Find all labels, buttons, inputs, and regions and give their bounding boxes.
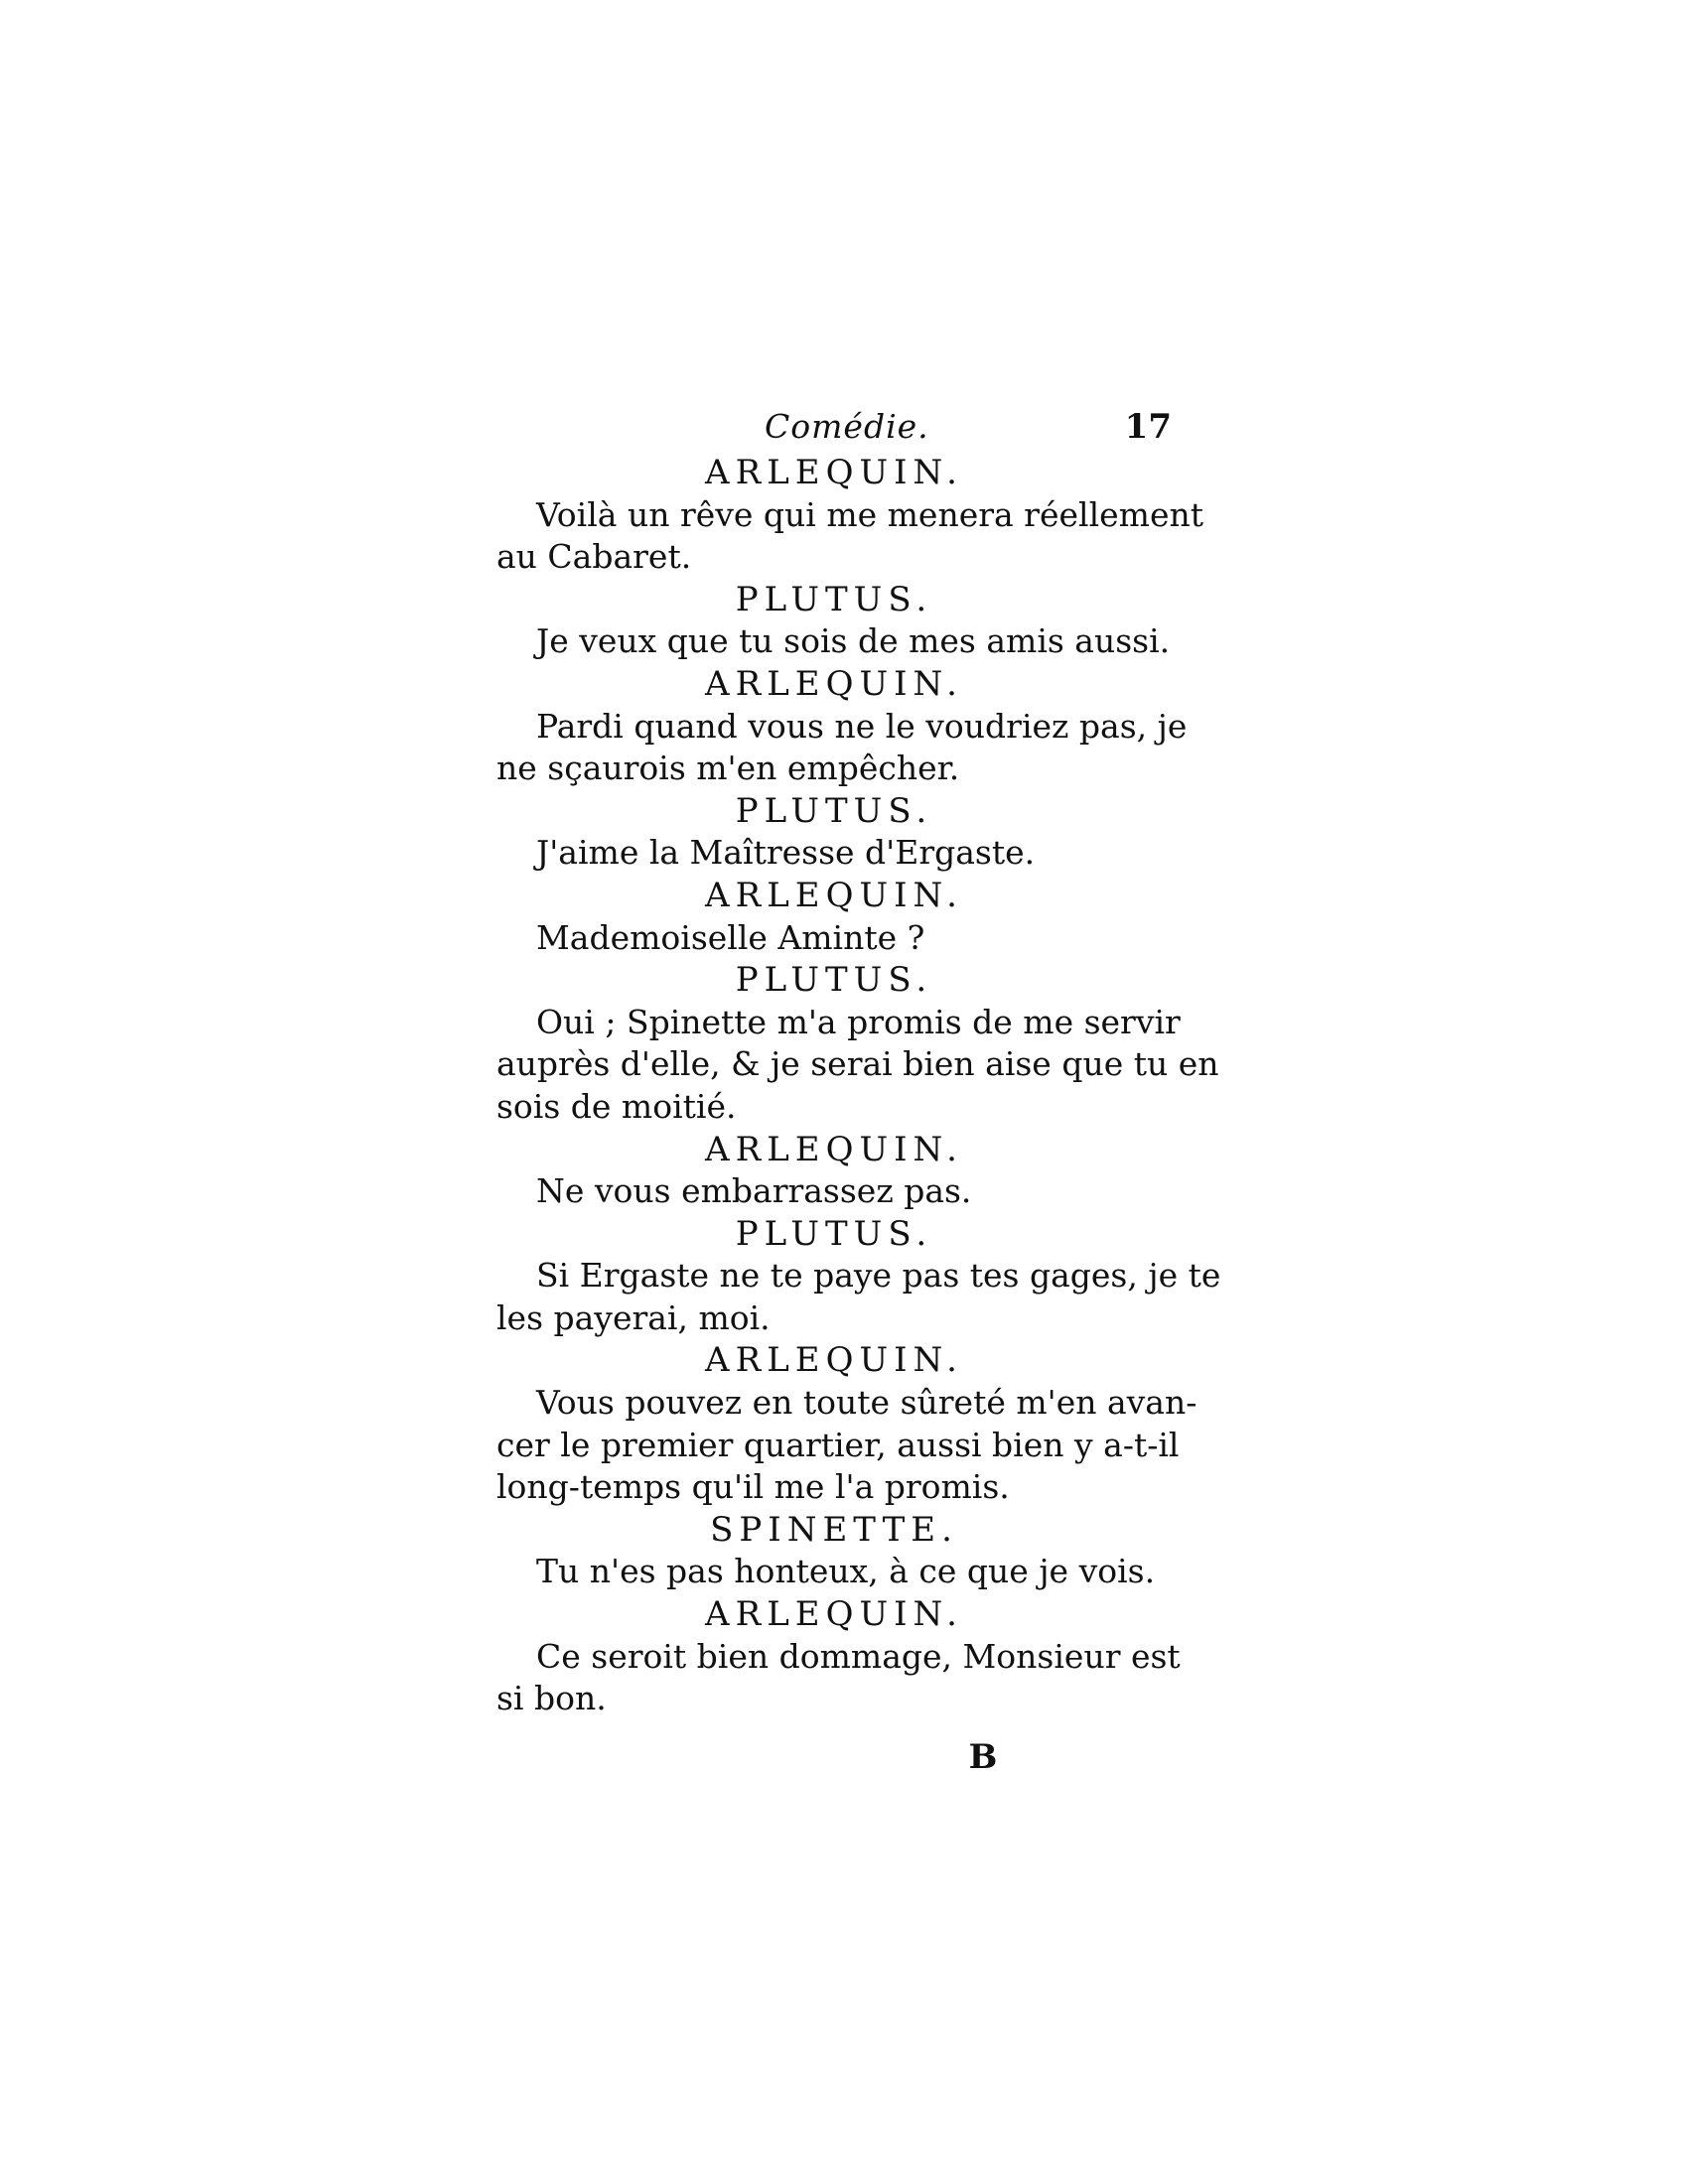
speech-line: Tu n'es pas honteux, à ce que je vois.	[536, 1552, 1156, 1591]
speaker-name: ARLEQUIN.	[705, 1594, 963, 1635]
speaker-name: PLUTUS.	[735, 1213, 933, 1254]
speaker-name: SPINETTE.	[710, 1509, 958, 1550]
speaker-name: ARLEQUIN.	[705, 453, 963, 492]
page-number: 17	[1124, 407, 1172, 447]
speaker-name: PLUTUS.	[735, 579, 933, 619]
speaker-name: ARLEQUIN.	[705, 663, 963, 704]
speech-line: Oui ; Spinette m'a promis de me servir	[536, 1002, 1181, 1041]
speaker-name: PLUTUS.	[735, 790, 933, 831]
speech-line: Ce seroit bien dommage, Monsieur est	[536, 1636, 1181, 1676]
speaker-name: PLUTUS.	[735, 960, 933, 1001]
speech-line: les payerai, moi.	[496, 1297, 771, 1337]
signature-mark: B	[968, 1737, 998, 1777]
speaker-name: ARLEQUIN.	[705, 1129, 963, 1169]
speech-line: J'aime la Maîtresse d'Ergaste.	[536, 833, 1036, 873]
speech-line: si bon.	[496, 1679, 607, 1718]
speech-line: Voilà un rêve qui me menera réellement	[536, 494, 1203, 534]
speech-line: Je veux que tu sois de mes amis aussi.	[536, 621, 1171, 661]
speech-line: Si Ergaste ne te paye pas tes gages, je te	[536, 1256, 1221, 1296]
speech-line: auprès d'elle, & je serai bien aise que tu en	[496, 1044, 1219, 1084]
speech-line: Pardi quand vous ne le voudriez pas, je	[536, 706, 1188, 746]
speaker-name: ARLEQUIN.	[705, 1340, 963, 1381]
speech-line: au Cabaret.	[496, 537, 692, 577]
speech-line: cer le premier quartier, aussi bien y a-t-il	[496, 1425, 1180, 1464]
running-head	[496, 402, 1172, 452]
speech-line: sois de moitié.	[496, 1086, 737, 1126]
speech-line: Mademoiselle Aminte ?	[536, 917, 925, 957]
play-text	[496, 452, 1221, 1720]
speech-line: Vous pouvez en toute sûreté m'en avan-	[536, 1383, 1197, 1423]
speech-line: ne sçaurois m'en empêcher.	[496, 749, 960, 788]
speaker-name: ARLEQUIN.	[705, 875, 963, 915]
speech-line: long-temps qu'il me l'a promis.	[496, 1467, 1010, 1507]
running-title: Comédie.	[765, 407, 929, 446]
speech-line: Ne vous embarrassez pas.	[536, 1171, 972, 1211]
